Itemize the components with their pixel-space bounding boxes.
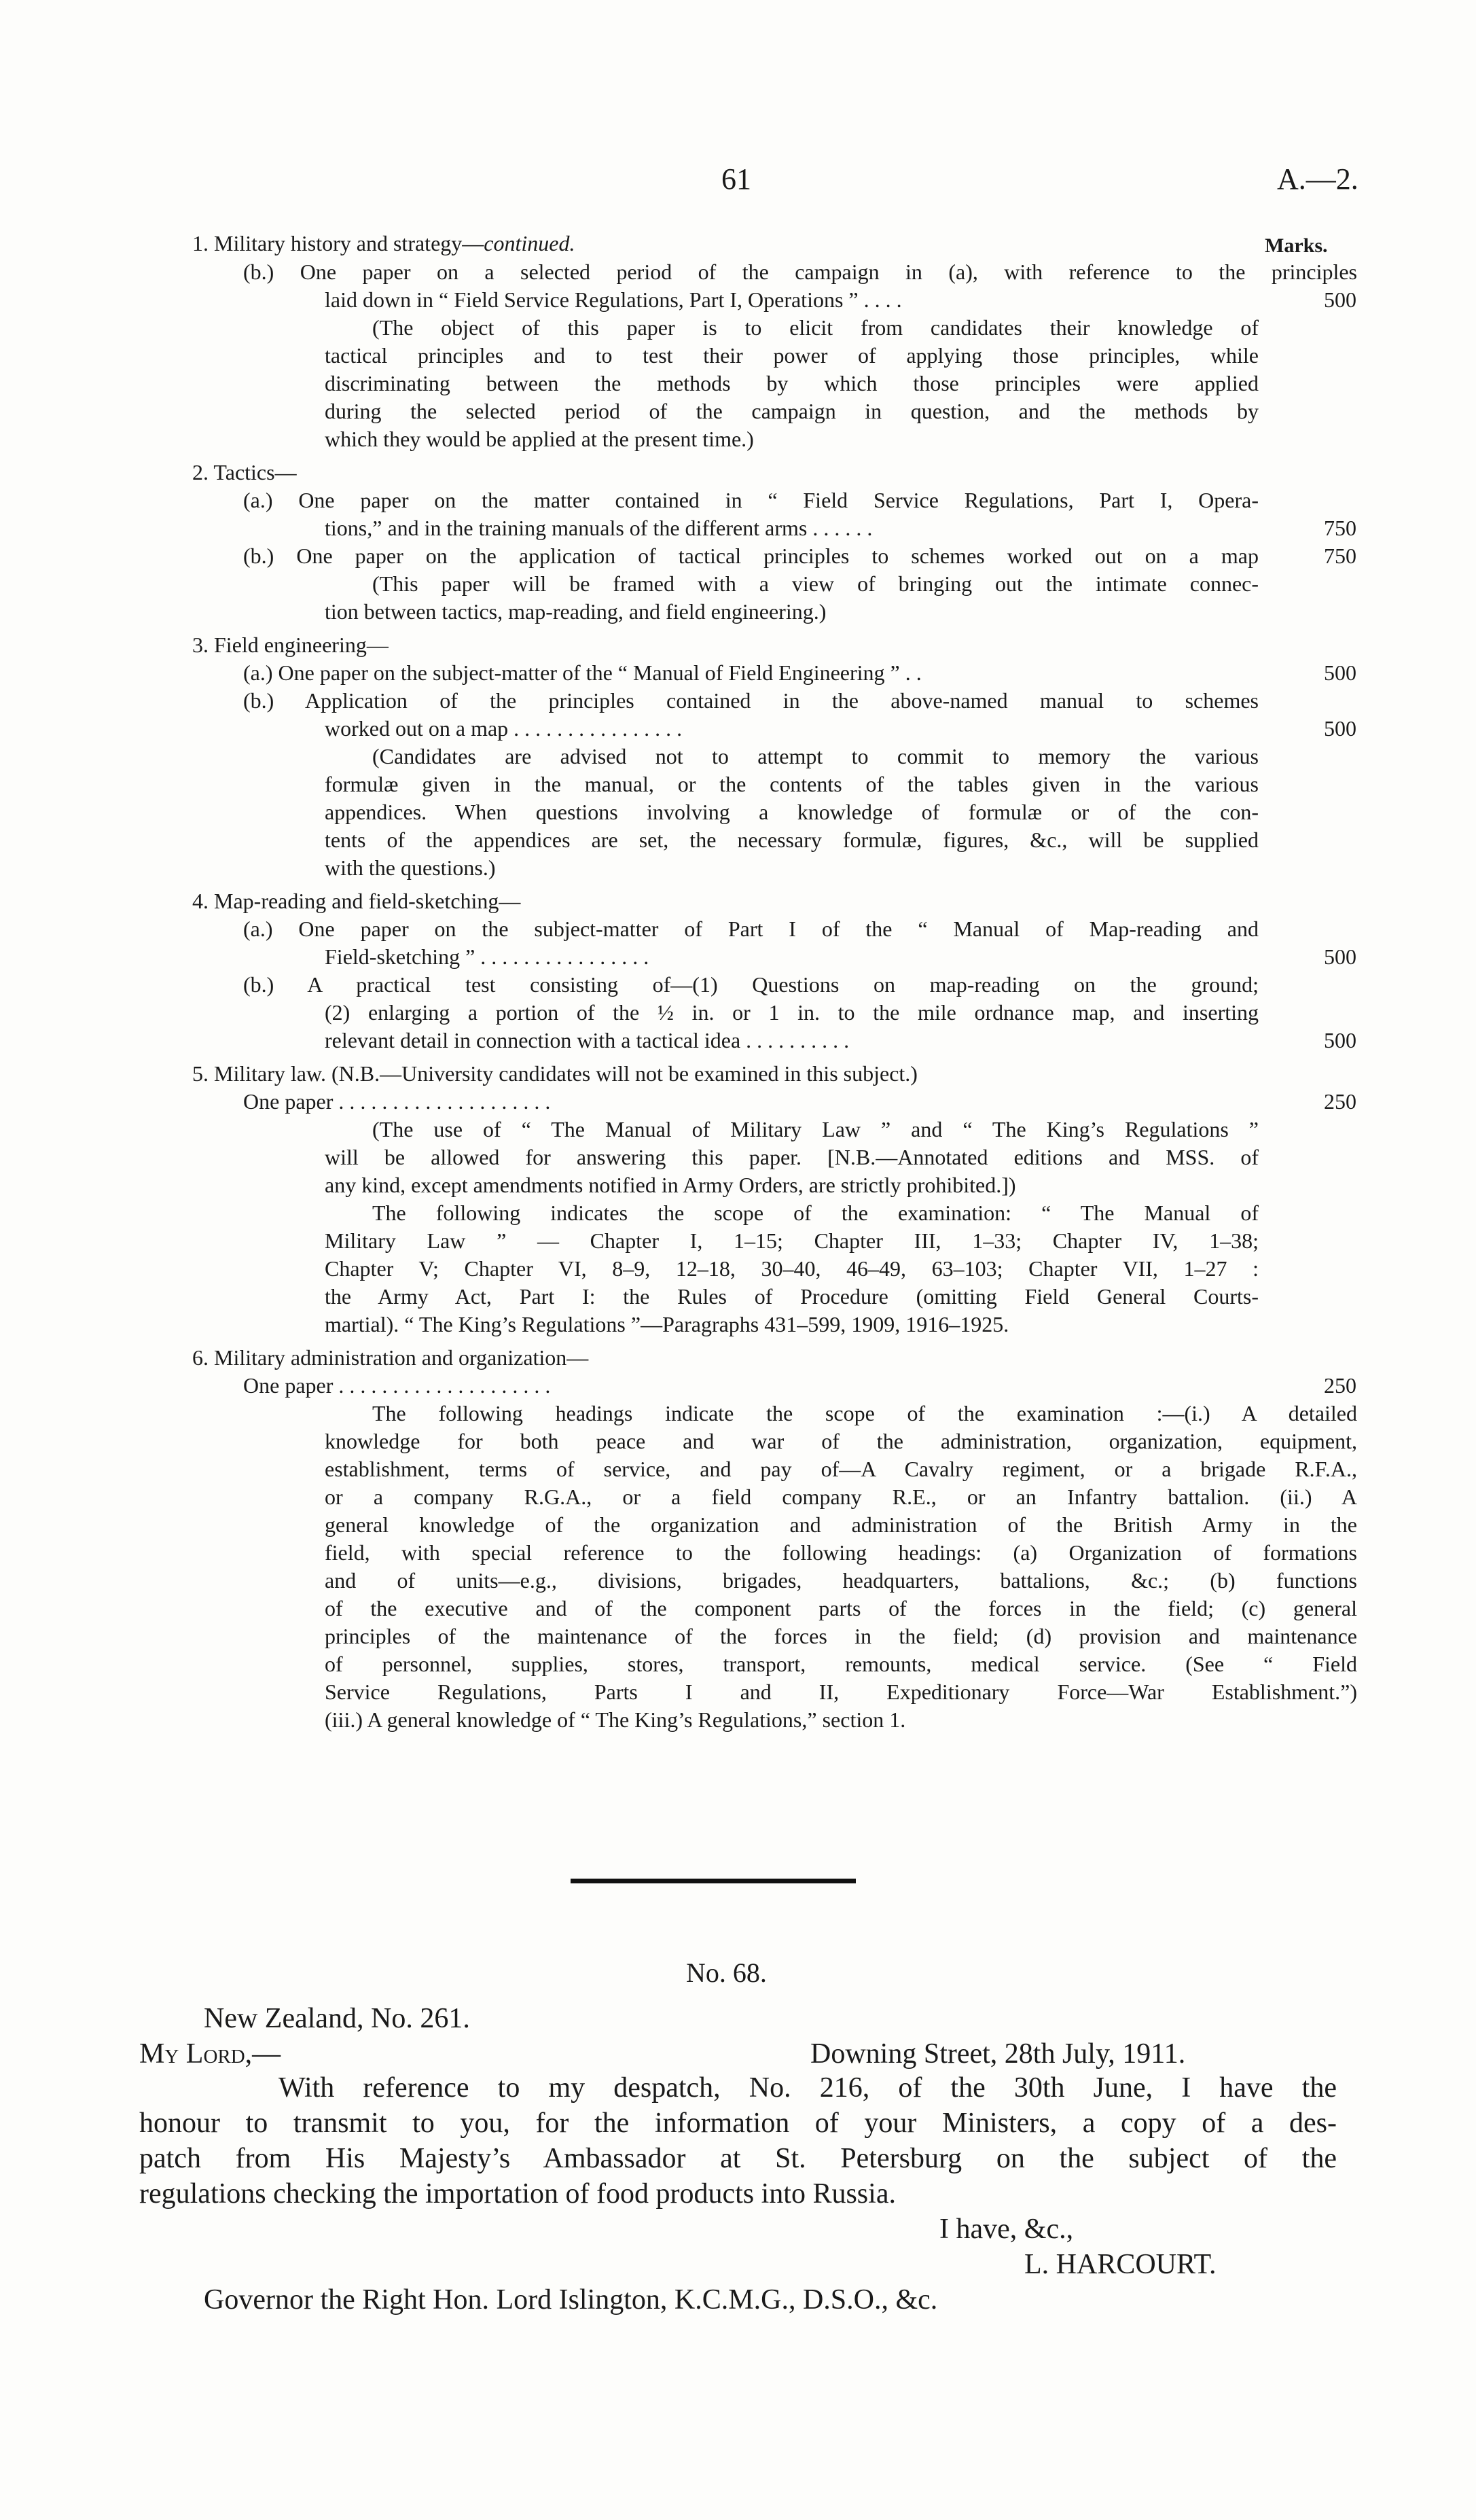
section-4-title: 4. Map-reading and field-sketching— (192, 889, 521, 913)
body-line1: With reference to my despatch, No. 216, of the 30th June, I have the (278, 2072, 1337, 2104)
section-5-marks: 250 (1324, 1089, 1356, 1114)
section-6-note-line11: Service Regulations, Parts I and II, Expeditionary Force—War Establishment.”) (325, 1680, 1357, 1704)
section-5-note-line3: any kind, except amendments notified in Army Orders, are strictly prohibited.]) (325, 1173, 1016, 1197)
section-6-note-line10: of personnel, supplies, stores, transport, remounts, medical service. (See “ Field (325, 1652, 1357, 1676)
section-3-note-line4: tents of the appendices are set, the necessary formulæ, figures, &c., will be supplied (325, 828, 1259, 852)
body-line4: regulations checking the importation of food products into Russia. (139, 2178, 896, 2210)
section-6-marks: 250 (1324, 1373, 1356, 1398)
section-3-title: 3. Field engineering— (192, 633, 389, 657)
despatch-number: No. 68. (686, 1957, 767, 1988)
section-3b-marks: 500 (1324, 716, 1356, 741)
section-3a-marks: 500 (1324, 660, 1356, 685)
section-6-note-line12: (iii.) A general knowledge of “ The King’s Regulations,” section 1. (325, 1707, 906, 1732)
section-4b-line1: (b.) A practical test consisting of—(1) Questions on map-reading on the ground; (243, 972, 1259, 997)
salutation: My Lord,— (139, 2038, 281, 2070)
closing: I have, &c., (939, 2214, 1074, 2245)
section-3-note-line2: formulæ given in the manual, or the contents of the tables given in the various (325, 772, 1259, 796)
section-5-one-paper: One paper . . . . . . . . . . . . . . . . . . . . (243, 1089, 551, 1114)
page-number: 61 (721, 162, 751, 196)
section-1-note-line2: tactical principles and to test their power of applying those principles, while (325, 343, 1259, 368)
section-1-note-line1: (The object of this paper is to elicit from candidates their knowledge of (372, 315, 1259, 340)
section-5-title: 5. Military law. (N.B.—University candidates will not be examined in this subject.) (192, 1061, 918, 1086)
section-6-note-line2: knowledge for both peace and war of the administration, organization, equipment, (325, 1429, 1357, 1453)
section-2b-line1: (b.) One paper on the application of tactical principles to schemes worked out on a map (243, 544, 1259, 568)
section-6-note-line9: principles of the maintenance of the forces in the field; (d) provision and maintenance (325, 1624, 1357, 1648)
section-6-note-line1: The following headings indicate the scope of the examination :—(i.) A detailed (372, 1401, 1357, 1425)
section-4b-line2: (2) enlarging a portion of the ½ in. or 1 in. to the mile ordnance map, and inserting (325, 1000, 1259, 1025)
section-1-note-line3: discriminating between the methods by which those principles were applied (325, 371, 1259, 395)
section-3-note-line3: appendices. When questions involving a knowledge of formulæ or of the con- (325, 800, 1259, 824)
section-2b-marks: 750 (1324, 544, 1356, 568)
section-6-note-line4: or a company R.G.A., or a field company R.E., or an Infantry battalion. (ii.) A (325, 1485, 1357, 1509)
section-4b-marks: 500 (1324, 1028, 1356, 1052)
section-2a-line1: (a.) One paper on the matter contained in “ Field Service Regulations, Part I, Opera- (243, 488, 1259, 512)
section-5-note-line8: martial). “ The King’s Regulations ”—Paragraphs 431–599, 1909, 1916–1925. (325, 1312, 1009, 1336)
section-5-note-line2: will be allowed for answering this paper. [N.B.—Annotated editions and MSS. of (325, 1145, 1259, 1169)
section-2-note-line2: tion between tactics, map-reading, and field engineering.) (325, 599, 827, 624)
section-5-note-line4: The following indicates the scope of the examination: “ The Manual of (372, 1201, 1259, 1225)
addressee: Governor the Right Hon. Lord Islington, K.C.M.G., D.S.O., &c. (204, 2284, 938, 2315)
section-2-title: 2. Tactics— (192, 460, 297, 484)
section-4a-line2: Field-sketching ” . . . . . . . . . . . . . . . . (325, 944, 649, 969)
section-5-note-line5: Military Law ” — Chapter I, 1–15; Chapter III, 1–33; Chapter IV, 1–38; (325, 1228, 1259, 1253)
section-6-title: 6. Military administration and organization— (192, 1345, 589, 1370)
section-6-one-paper: One paper . . . . . . . . . . . . . . . . . . . . (243, 1373, 551, 1398)
section-divider (571, 1879, 856, 1883)
section-1b-line1: (b.) One paper on a selected period of the campaign in (a), with reference to the principles (243, 260, 1357, 284)
section-5-note-line6: Chapter V; Chapter VI, 8–9, 12–18, 30–40, 46–49, 63–103; Chapter VII, 1–27 : (325, 1256, 1259, 1281)
section-1b-marks: 500 (1324, 287, 1356, 312)
section-6-note-line5: general knowledge of the organization and administration of the British Army in the (325, 1512, 1357, 1537)
despatch-ref: New Zealand, No. 261. (204, 2003, 470, 2034)
section-3b-line2: worked out on a map . . . . . . . . . . . . . . . . (325, 716, 683, 741)
section-4a-line1: (a.) One paper on the subject-matter of Part I of the “ Manual of Map-reading and (243, 917, 1259, 941)
section-1-note-line4: during the selected period of the campaign in question, and the methods by (325, 399, 1259, 423)
signature: L. HARCOURT. (1024, 2249, 1217, 2280)
section-2a-marks: 750 (1324, 516, 1356, 540)
body-line2: honour to transmit to you, for the information of your Ministers, a copy of a des- (139, 2108, 1337, 2139)
section-4a-marks: 500 (1324, 944, 1356, 969)
section-1b-line2: laid down in “ Field Service Regulations, Part I, Operations ” . . . . (325, 287, 902, 312)
section-6-note-line8: of the executive and of the component parts of the forces in the field; (c) general (325, 1596, 1357, 1620)
section-3a-line1: (a.) One paper on the subject-matter of the “ Manual of Field Engineering ” . . (243, 660, 922, 685)
document-reference: A.—2. (1277, 162, 1358, 196)
section-1-note-line5: which they would be applied at the present time.) (325, 427, 754, 451)
section-3-note-line1: (Candidates are advised not to attempt to commit to memory the various (372, 744, 1259, 768)
section-5-note-line7: the Army Act, Part I: the Rules of Procedure (omitting Field General Courts- (325, 1284, 1259, 1309)
section-6-note-line7: and of units—e.g., divisions, brigades, headquarters, battalions, &c.; (b) functions (325, 1568, 1357, 1593)
place-date: Downing Street, 28th July, 1911. (810, 2038, 1186, 2070)
section-1-title: 1. Military history and strategy—continued. (192, 231, 575, 255)
section-3-note-line5: with the questions.) (325, 855, 496, 880)
section-2-note-line1: (This paper will be framed with a view of bringing out the intimate connec- (372, 571, 1259, 596)
marks-heading: Marks. (1265, 234, 1328, 257)
section-5-note-line1: (The use of “ The Manual of Military Law ” and “ The King’s Regulations ” (372, 1117, 1259, 1141)
body-line3: patch from His Majesty’s Ambassador at St. Petersburg on the subject of the (139, 2143, 1337, 2174)
section-2a-line2: tions,” and in the training manuals of the different arms . . . . . . (325, 516, 873, 540)
section-4b-line3: relevant detail in connection with a tactical idea . . . . . . . . . . (325, 1028, 850, 1052)
section-3b-line1: (b.) Application of the principles contained in the above-named manual to schemes (243, 688, 1259, 713)
section-6-note-line3: establishment, terms of service, and pay of—A Cavalry regiment, or a brigade R.F.A., (325, 1457, 1357, 1481)
section-6-note-line6: field, with special reference to the following headings: (a) Organization of formations (325, 1540, 1357, 1565)
